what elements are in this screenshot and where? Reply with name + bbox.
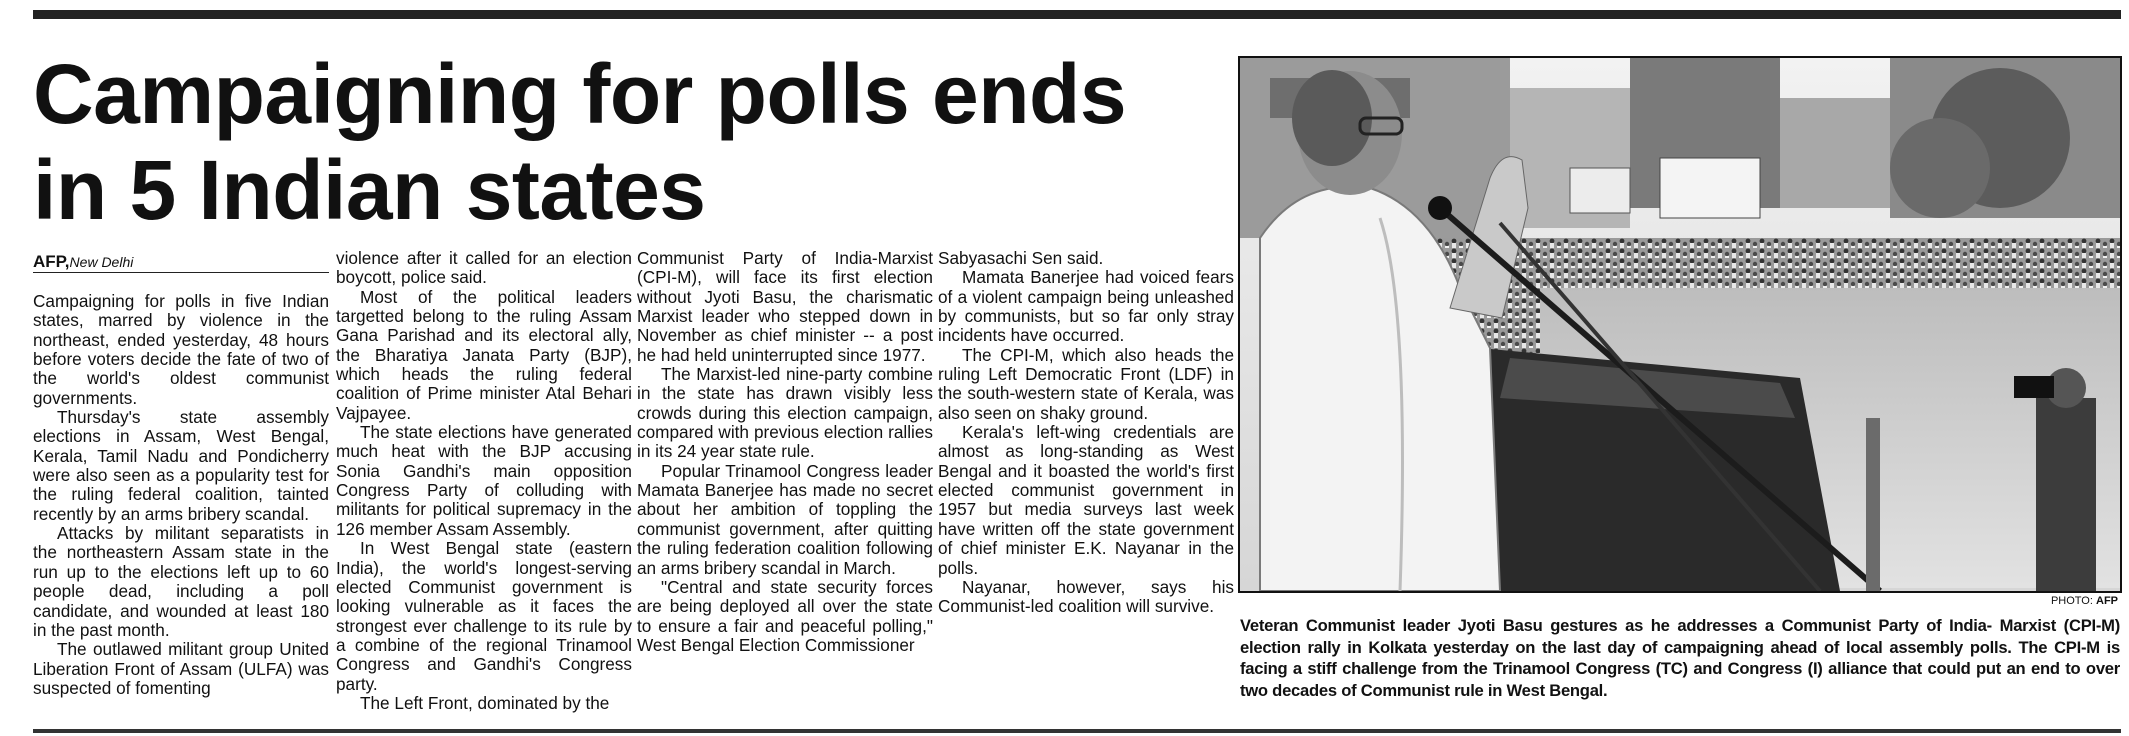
paragraph: The CPI-M, which also heads the ruling Left Democratic Front (LDF) in the south-western state of Kerala, was also seen on shaky ground. [938, 344, 1234, 423]
photo-credit-agency: AFP [2096, 595, 2118, 607]
photo-caption: Veteran Communist leader Jyoti Basu gestures as he addresses a Communist Party of India- Marxist (CPI-M) election rally in Kolkata yesterday on the last day of campaigning ahead of local assembly polls. The CPI-M is facing a stiff challenge from the Trinamool Congress (TC) and Congress (I) alliance that could put an end to over two decades of Communist rule in West Bengal. [1240, 616, 2120, 700]
paragraph: Popular Trinamool Congress leader Mamata Banerjee has made no secret about her ambition of toppling the communist government, after quitting the ruling federation coalition following an arms bribery scandal in March. [637, 460, 933, 578]
paragraph: Thursday's state assembly elections in Assam, West Bengal, Kerala, Tamil Nadu and Pondicherry were also seen as a popularity test for the ruling federal coalition, tainted recently by an arms bribery scandal. [33, 407, 329, 524]
paragraph: In West Bengal state (eastern India), the world's longest-serving elected Communist government is looking vulnerable as it faces the strongest ever challenge to its rule by a combine of the regional Trinamool Congress and Gandhi's Congress party. [336, 538, 632, 694]
bottom-rule [33, 729, 2121, 733]
byline-dateline: New Delhi [69, 254, 134, 270]
paragraph: Attacks by militant separatists in the northeastern Assam state in the run up to the elections left up to 60 people dead, including a poll candidate, and wounded at least 180 in the past month. [33, 523, 329, 640]
paragraph: Most of the political leaders targetted belong to the ruling Assam Gana Parishad and its electoral ally, the Bharatiya Janata Party (BJP), which heads the ruling federal coalition of Prime minister Atal Behari Vajpayee. [336, 286, 632, 423]
paragraph: The Left Front, dominated by the [360, 692, 610, 713]
article-column-2 [336, 249, 632, 713]
paragraph: Communist Party of India-Marxist (CPI-M), will face its first election without Jyoti Basu, the charismatic Marxist leader who stepped down in November as chief minister -- a post he had held uninterrupted since 1977. [637, 248, 933, 365]
paragraph: Nayanar, however, says his Communist-led coalition will survive. [938, 576, 1234, 617]
photo-credit-label: PHOTO: [2050, 595, 2093, 607]
paragraph: Campaigning for polls in five Indian states, marred by violence in the northeast, ended yesterday, 48 hours before voters decide the fate of two of the world's oldest communist governments. [33, 291, 329, 408]
paragraph: violence after it called for an election boycott, police said. [336, 248, 632, 288]
paragraph: Mamata Banerjee had voiced fears of a violent campaign being unleashed by communists, but so far only stray incidents have occurred. [938, 267, 1234, 346]
byline-agency: AFP, [33, 252, 70, 271]
paragraph: Sabyasachi Sen said. [938, 248, 1104, 268]
article-column-1 [33, 292, 329, 698]
article-headline: Campaigning for polls ends in 5 Indian states [33, 47, 1127, 237]
photo-credit [2000, 594, 2118, 608]
article-column-4 [938, 249, 1234, 617]
paragraph: The state elections have generated much heat with the BJP accusing Sonia Gandhi's main opposition Congress Party of colluding with militants for political supremacy in the 126 member Assam Assembly. [336, 422, 632, 539]
byline-rule [33, 272, 329, 273]
byline [33, 252, 133, 272]
paragraph: The outlawed militant group United Liberation Front of Assam (ULFA) was suspected of fomenting [33, 639, 329, 698]
paragraph: The Marxist-led nine-party combine in the state has drawn visibly less crowds during this election campaign, compared with previous election rallies in its 24 year state rule. [637, 364, 933, 462]
paragraph: "Central and state security forces are being deployed all over the state to ensure a fair and peaceful polling," West Bengal Election Commissioner [637, 576, 933, 655]
news-photo [1238, 56, 2122, 593]
top-rule [33, 10, 2121, 19]
paragraph: Kerala's left-wing credentials are almost as long-standing as West Bengal and it boasted the world's first elected communist government in 1957 but media surveys last week have written off the state government of chief minister E.K. Nayanar in the polls. [938, 422, 1234, 578]
article-column-3 [637, 249, 933, 655]
